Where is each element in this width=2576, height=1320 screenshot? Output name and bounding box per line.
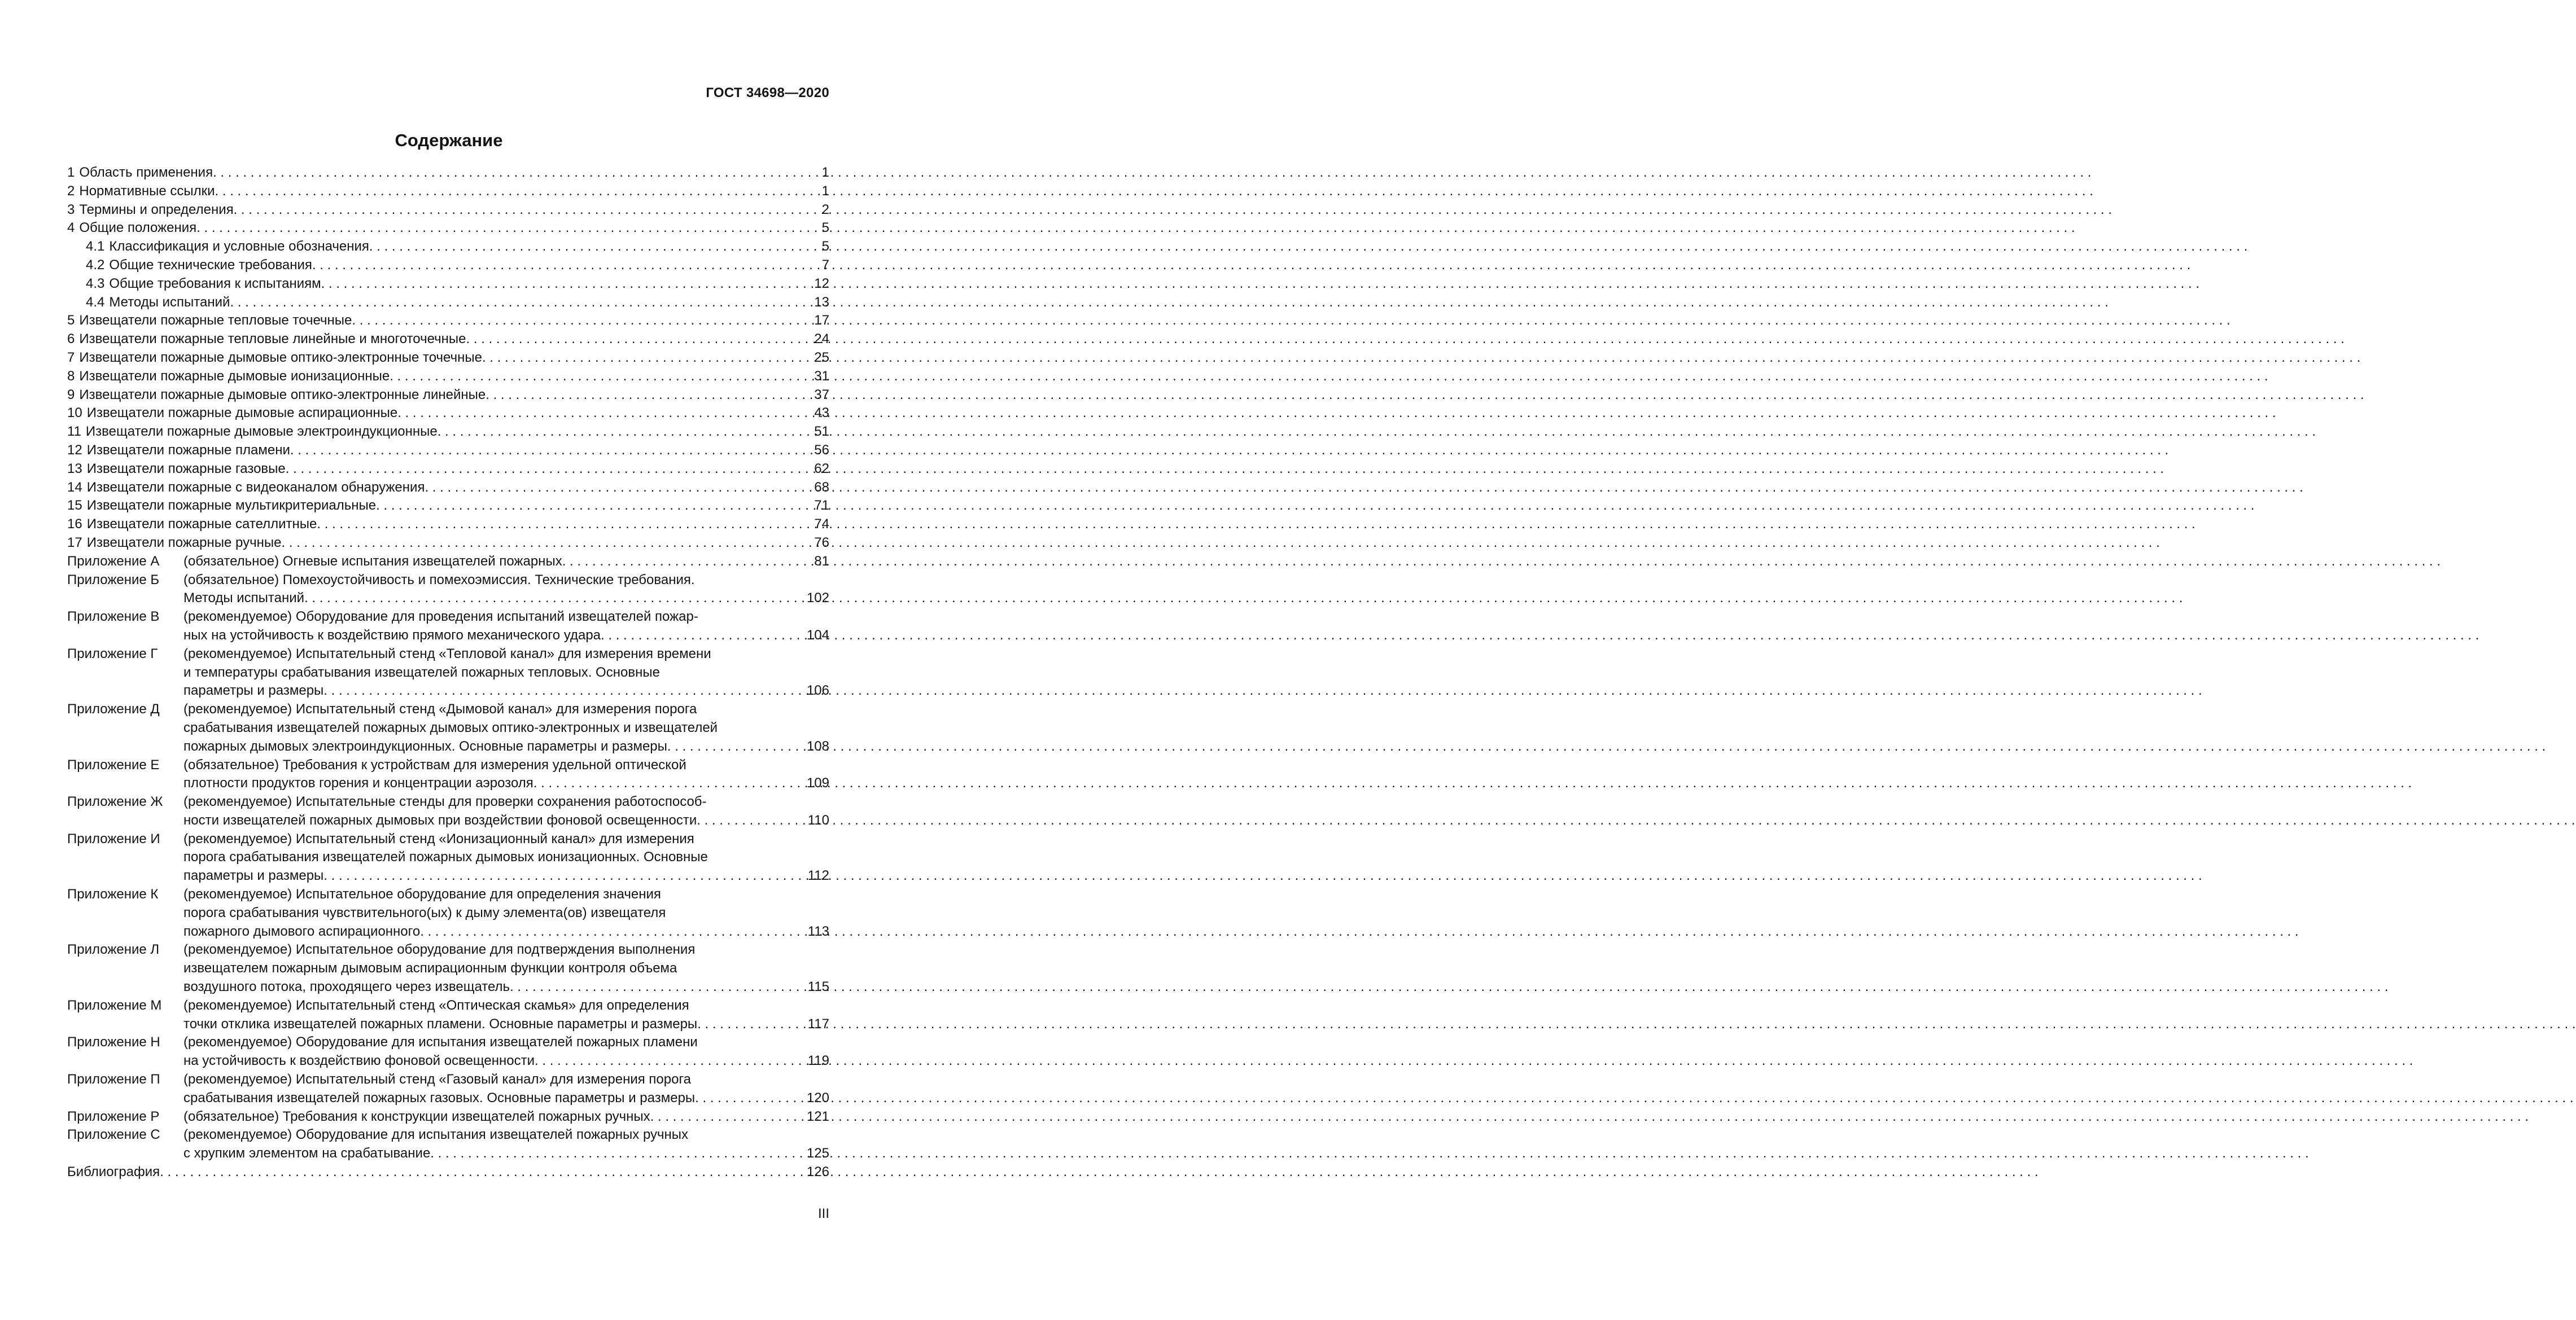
- toc-entry-title-line: порога срабатывания извещателей пожарных дымовых ионизационных. Основные: [183, 849, 708, 865]
- dot-leader: [160, 1163, 807, 1182]
- dot-leader: [281, 534, 814, 552]
- toc-entry-title-line: срабатывания извещателей пожарных дымовых оптико-электронных и извещателей: [183, 720, 718, 735]
- dot-leader: [482, 349, 814, 367]
- toc-entry[interactable]: [67, 885, 829, 941]
- toc-entry-title-line: Извещатели пожарные дымовые ионизационные: [79, 368, 390, 384]
- toc-page-number: 1: [821, 165, 829, 180]
- dot-leader: [397, 404, 814, 423]
- toc-entry-title-line: (обязательное) Помехоустойчивость и помехоэмиссия. Технические требования.: [183, 572, 695, 587]
- toc-page-number: 121: [806, 1108, 829, 1124]
- toc-entry-number: 8: [67, 368, 75, 384]
- toc-page-number: 104: [806, 627, 829, 643]
- toc-entry[interactable]: [67, 201, 829, 220]
- toc-entry-number: 4.2: [86, 257, 105, 273]
- toc-entry-title-line: параметры и размеры: [183, 683, 324, 699]
- toc-entry-number: 2: [67, 183, 75, 199]
- document-page: [0, 0, 934, 1320]
- toc-entry-title-line: ности извещателей пожарных дымовых при воздействии фоновой освещенности: [183, 812, 697, 828]
- toc-entry[interactable]: [67, 552, 829, 571]
- toc-page-number: 113: [807, 923, 829, 939]
- toc-appendix-label: Приложение Е: [67, 757, 160, 773]
- toc-entry[interactable]: [67, 608, 829, 645]
- toc-entry-title-line: (рекомендуемое) Оборудование для проведения испытаний извещателей пожар-: [183, 609, 698, 625]
- toc-entry-title-line: воздушного потока, проходящего через извещатель: [183, 979, 510, 995]
- toc-entry-title-line: Извещатели пожарные дымовые оптико-электронные линейные: [79, 387, 486, 402]
- toc-entry-number: 6: [67, 331, 75, 347]
- dot-leader: [438, 423, 815, 441]
- toc-entry-title-line: срабатывания извещателей пожарных газовых. Основные параметры и размеры: [183, 1090, 696, 1106]
- toc-entry-title-line: (рекомендуемое) Оборудование для испытания извещателей пожарных пламени: [183, 1034, 698, 1050]
- toc-page-number: 31: [814, 368, 829, 384]
- toc-entry-title-line: Извещатели пожарные тепловые точечные: [79, 313, 352, 328]
- toc-entry-title-line: с хрупким элементом на срабатывание: [183, 1146, 431, 1161]
- toc-entry-number: 9: [67, 387, 75, 402]
- toc-entry-title-line: Извещатели пожарные с видеоканалом обнаружения: [86, 479, 425, 495]
- dot-leader: [430, 1144, 807, 1163]
- toc-entry-number: 4: [67, 220, 75, 236]
- dot-leader: [290, 441, 814, 460]
- toc-entry-title-line: (обязательное) Требования к конструкции извещателей пожарных ручных: [183, 1108, 650, 1124]
- toc-appendix-label: Приложение П: [67, 1072, 160, 1087]
- toc-entry[interactable]: [67, 497, 829, 515]
- toc-entry[interactable]: [67, 275, 829, 293]
- toc-entry-number: 4.1: [86, 239, 105, 255]
- toc-entry-number: 7: [67, 349, 75, 365]
- toc-entry-title-line: (рекомендуемое) Испытательные стенды для проверки сохранения работоспособ-: [183, 794, 707, 810]
- toc-entry[interactable]: [67, 479, 829, 497]
- toc-entry-title-line: Библиография: [67, 1164, 160, 1180]
- dot-leader: [312, 256, 822, 275]
- toc-entry-title-line: Извещатели пожарные тепловые линейные и многоточечные: [79, 331, 466, 347]
- toc-entry-title-line: (рекомендуемое) Испытательный стенд «Оптическая скамья» для определения: [183, 997, 689, 1013]
- toc-entry-title-line: извещателем пожарным дымовым аспирационным функции контроля объема: [183, 961, 677, 976]
- toc-page-number: 56: [814, 442, 829, 458]
- toc-page-number: 2: [821, 201, 829, 217]
- toc-entry-title-line: Извещатели пожарные ручные: [86, 534, 282, 550]
- toc-entry[interactable]: [67, 793, 829, 830]
- page-number: III: [817, 1206, 829, 1221]
- toc-page-number: 1: [821, 183, 829, 199]
- dot-leader: [369, 238, 822, 256]
- dot-leader: [234, 201, 822, 220]
- toc-entry[interactable]: [67, 534, 829, 552]
- toc-entry-number: 16: [67, 516, 82, 532]
- toc-entry-number: 5: [67, 313, 75, 328]
- toc-page-number: 17: [814, 313, 829, 328]
- dot-leader: [466, 330, 815, 349]
- toc-entry[interactable]: [67, 238, 829, 256]
- toc-entry-title-line: Классификация и условные обозначения: [109, 239, 369, 255]
- toc-entry-title-line: Извещатели пожарные дымовые электроиндукционные: [85, 424, 438, 440]
- dot-leader: [215, 182, 822, 201]
- toc-entry-title-line: и температуры срабатывания извещателей пожарных тепловых. Основные: [183, 664, 660, 680]
- toc-page-number: 43: [814, 405, 829, 421]
- toc-entry[interactable]: [67, 441, 829, 460]
- toc-entry-title-line: (рекомендуемое) Испытательный стенд «Ионизационный канал» для измерения: [183, 831, 694, 847]
- toc-entry-title-line: Извещатели пожарные дымовые оптико-электронные точечные: [79, 349, 482, 365]
- toc-entry-title-line: пожарного дымового аспирационного: [183, 923, 421, 939]
- toc-page-number: 12: [814, 275, 829, 291]
- toc-entry-title-line: порога срабатывания чувствительного(ых) к дыму элемента(ов) извещателя: [183, 905, 666, 920]
- toc-entry-title-line: Извещатели пожарные дымовые аспирационные: [86, 405, 398, 421]
- toc-page-number: 81: [814, 553, 829, 569]
- dot-leader: [317, 515, 814, 534]
- toc-entry-title-line: (рекомендуемое) Испытательный стенд «Тепловой канал» для измерения времени: [183, 646, 711, 661]
- toc-entry[interactable]: [67, 997, 829, 1034]
- toc-page-number: 125: [806, 1146, 829, 1161]
- toc-appendix-label: Приложение Н: [67, 1034, 160, 1050]
- toc-page-number: 106: [806, 683, 829, 699]
- toc-entry-title-line: ных на устойчивость к воздействию прямого механического удара: [183, 627, 601, 643]
- dot-leader: [562, 552, 815, 571]
- dot-leader: [695, 1089, 807, 1108]
- toc-entry[interactable]: [67, 219, 829, 238]
- toc-entry[interactable]: [67, 182, 829, 201]
- dot-leader: [535, 1052, 808, 1071]
- toc-appendix-label: Приложение М: [67, 997, 162, 1013]
- toc-entry[interactable]: [67, 645, 829, 700]
- toc-entry[interactable]: [67, 386, 829, 405]
- toc-page-number: 74: [814, 516, 829, 532]
- toc-entry[interactable]: [67, 312, 829, 330]
- toc-page-number: 120: [806, 1090, 829, 1106]
- dot-leader: [196, 219, 821, 238]
- toc-appendix-label: Приложение И: [67, 831, 160, 847]
- toc-appendix-label: Приложение С: [67, 1127, 160, 1143]
- toc-entry[interactable]: [67, 367, 829, 386]
- toc-entry-title-line: Общие требования к испытаниям: [109, 275, 321, 291]
- toc-page-number: 62: [814, 461, 829, 476]
- toc-entry[interactable]: [67, 423, 829, 441]
- toc-entry-number: 14: [67, 479, 82, 495]
- dot-leader: [601, 626, 807, 645]
- toc-entry[interactable]: [67, 515, 829, 534]
- dot-leader: [667, 738, 807, 756]
- dot-leader: [510, 978, 808, 997]
- dot-leader: [533, 774, 807, 793]
- toc-entry-title-line: (рекомендуемое) Испытательный стенд «Газовый канал» для измерения порога: [183, 1072, 692, 1087]
- toc-page-number: 7: [821, 257, 829, 273]
- toc-entry-title-line: (рекомендуемое) Испытательное оборудование для подтверждения выполнения: [183, 942, 696, 958]
- toc-entry-number: 3: [67, 201, 75, 217]
- toc-page-number: 102: [806, 590, 829, 606]
- toc-entry[interactable]: [67, 1163, 829, 1182]
- toc-page-number: 112: [807, 868, 829, 884]
- dot-leader: [390, 367, 814, 386]
- toc-page-number: 110: [807, 812, 829, 828]
- toc-page-number: 119: [807, 1053, 829, 1069]
- toc-page-number: 126: [806, 1164, 829, 1180]
- toc-entry-number: 13: [67, 461, 82, 476]
- toc-page-number: 115: [807, 979, 829, 995]
- toc-entry[interactable]: [67, 164, 829, 182]
- dot-leader: [286, 460, 815, 479]
- toc-entry-number: 12: [67, 442, 82, 458]
- toc-entry[interactable]: [67, 830, 829, 885]
- toc-page-number: 68: [814, 479, 829, 495]
- dot-leader: [376, 497, 814, 515]
- toc-entry-title-line: Извещатели пожарные пламени: [86, 442, 290, 458]
- toc-entry-number: 4.4: [86, 294, 105, 310]
- toc-entry-title-line: (рекомендуемое) Испытательное оборудование для определения значения: [183, 887, 661, 902]
- toc-entry-number: 11: [67, 424, 81, 440]
- dot-leader: [697, 1015, 808, 1034]
- toc-entry[interactable]: [67, 700, 829, 756]
- toc-entry[interactable]: [67, 1033, 829, 1071]
- toc-page-number: 117: [807, 1016, 829, 1032]
- toc-page-number: 13: [814, 294, 829, 310]
- toc-entry-title-line: Термины и определения: [79, 201, 234, 217]
- toc-page-number: 37: [814, 387, 829, 402]
- toc-entry[interactable]: [67, 460, 829, 479]
- toc-entry-title-line: Общие положения: [79, 220, 197, 236]
- toc-appendix-label: Приложение Ж: [67, 794, 163, 810]
- dot-leader: [230, 293, 814, 312]
- toc-appendix-label: Приложение Д: [67, 701, 160, 717]
- toc-entry-title-line: Извещатели пожарные мультикритериальные: [86, 498, 377, 514]
- toc-entry-title-line: Общие технические требования: [109, 257, 312, 273]
- toc-entry[interactable]: [67, 293, 829, 312]
- toc-entry[interactable]: [67, 404, 829, 423]
- toc-entry-title-line: (обязательное) Требования к устройствам для измерения удельной оптической: [183, 757, 686, 773]
- toc-entry-title-line: Область применения: [79, 165, 213, 180]
- toc-entry-title-line: (обязательное) Огневые испытания извещателей пожарных: [183, 553, 562, 569]
- dot-leader: [425, 479, 814, 497]
- toc-entry[interactable]: [67, 256, 829, 275]
- toc-title: Содержание: [395, 130, 503, 150]
- dot-leader: [323, 867, 807, 885]
- dot-leader: [323, 682, 807, 700]
- dot-leader: [352, 312, 814, 330]
- toc-page-number: 5: [821, 239, 829, 255]
- toc-page-number: 71: [814, 498, 829, 514]
- toc-entry[interactable]: [67, 1108, 829, 1126]
- toc-page-number: 109: [806, 775, 829, 791]
- dot-leader: [420, 923, 808, 941]
- dot-leader: [486, 386, 814, 405]
- toc-appendix-label: Приложение К: [67, 887, 159, 902]
- toc-entry-title-line: параметры и размеры: [183, 868, 324, 884]
- toc-entry-number: 10: [67, 405, 82, 421]
- document-code: ГОСТ 34698—2020: [706, 85, 829, 100]
- toc-appendix-label: Приложение Г: [67, 646, 158, 661]
- toc-entry-number: 15: [67, 498, 82, 514]
- toc-page-number: 5: [821, 220, 829, 236]
- toc-entry-title-line: пожарных дымовых электроиндукционных. Основные параметры и размеры: [183, 738, 667, 754]
- toc-entry[interactable]: [67, 1071, 829, 1108]
- toc-entry-title-line: на устойчивость к воздействию фоновой освещенности: [183, 1053, 535, 1069]
- toc-page-number: 51: [814, 424, 829, 440]
- toc-entry-title-line: точки отклика извещателей пожарных пламени. Основные параметры и размеры: [183, 1016, 698, 1032]
- toc-appendix-label: Приложение Б: [67, 572, 160, 587]
- toc-appendix-label: Приложение Л: [67, 942, 160, 958]
- toc-page-number: 25: [814, 349, 829, 365]
- toc-entry-number: 17: [67, 534, 82, 550]
- toc-appendix-label: Приложение В: [67, 609, 160, 625]
- toc-page-number: 76: [814, 534, 829, 550]
- toc-entry-title-line: плотности продуктов горения и концентрации аэрозоля: [183, 775, 533, 791]
- dot-leader: [697, 812, 808, 830]
- toc-entry-title-line: (рекомендуемое) Испытательный стенд «Дымовой канал» для измерения порога: [183, 701, 697, 717]
- toc-page-number: 24: [814, 331, 829, 347]
- toc-appendix-label: Приложение Р: [67, 1108, 160, 1124]
- toc-entry[interactable]: [67, 330, 829, 349]
- dot-leader: [304, 589, 807, 608]
- toc-entry[interactable]: [67, 1126, 829, 1163]
- toc-entry-title-line: Методы испытаний: [109, 294, 230, 310]
- toc-entry-title-line: Методы испытаний: [183, 590, 305, 606]
- toc-entry[interactable]: [67, 571, 829, 608]
- toc-entry[interactable]: [67, 941, 829, 996]
- toc-entry-title-line: Извещатели пожарные газовые: [86, 461, 286, 476]
- dot-leader: [650, 1108, 807, 1126]
- dot-leader: [213, 164, 822, 182]
- toc-page-number: 108: [806, 738, 829, 754]
- toc-entry-number: 4.3: [86, 275, 105, 291]
- dot-leader: [321, 275, 815, 293]
- toc-entry-title-line: Нормативные ссылки: [79, 183, 215, 199]
- toc-entry-title-line: Извещатели пожарные сателлитные: [86, 516, 317, 532]
- toc-entry[interactable]: [67, 349, 829, 367]
- toc-entry-title-line: (рекомендуемое) Оборудование для испытания извещателей пожарных ручных: [183, 1127, 689, 1143]
- table-of-contents: [67, 164, 829, 1182]
- toc-entry[interactable]: [67, 756, 829, 793]
- toc-appendix-label: Приложение А: [67, 553, 160, 569]
- toc-entry-number: 1: [67, 165, 75, 180]
